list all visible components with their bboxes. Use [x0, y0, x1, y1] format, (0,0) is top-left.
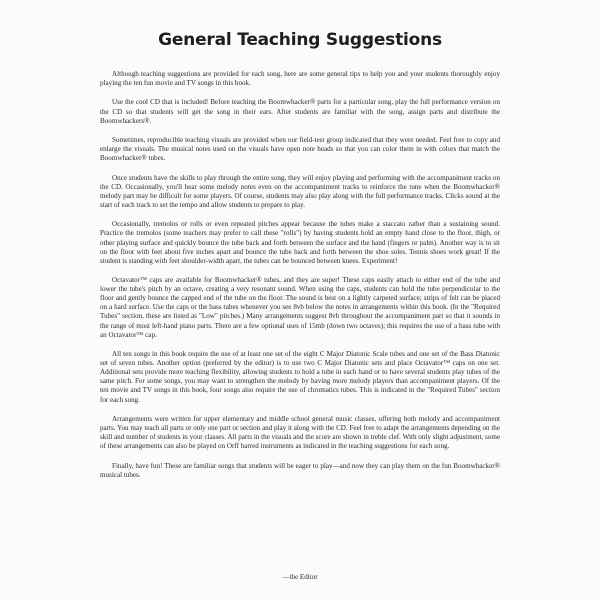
paragraph: Finally, have fun! These are familiar songs that students will be eager to play—and now they can play them on the fun Boomwhacker® musical tubes. [100, 461, 500, 479]
paragraph: Once students have the skills to play through the entire song, they will enjoy playing and performing with the accompaniment tracks on the CD. Occasionally, you'll hear some melody notes even on the accompaniment tracks to reinforce the tune when the Boomwhacker® melody part may be difficult for some players. Of course, students may also play along with the full performance tracks. Clicks sound at the start of each track to set the tempo and allow students to prepare to play. [100, 173, 500, 209]
body-text [100, 70, 500, 490]
page-title: General Teaching Suggestions [158, 30, 442, 50]
paragraph: Arrangements were written for upper elementary and middle school general music classes, offering both melody and accompaniment parts. You may teach all parts or only one part or section and play it along with the CD. Feel free to adapt the arrangements depending on the skill and number of students in your classes. All parts in the visuals and the score are shown in treble clef. With only slight adjustment, some of these arrangements can also be played on Orff barred instruments as indicated in the teaching suggestions for each song. [100, 414, 500, 451]
paragraph: Use the cool CD that is included! Before teaching the Boomwhacker® parts for a particular song, play the full performance version on the CD so that students will get the song in their ears. After students are familiar with the song, assign parts and distribute the Boomwhackers®. [100, 98, 500, 125]
paragraph: Sometimes, reproducible teaching visuals are provided when our field-test group indicated that they were needed. Feel free to copy and enlarge the visuals. The musical notes used on the visuals have open note heads so that you can color them in with colors that match the Boomwhacker® tubes. [100, 136, 500, 163]
editor-signature: —the Editor [282, 573, 318, 581]
paragraph: Occasionally, tremolos or rolls or even repeated pitches appear because the tubes make a staccato rather than a sustaining sound. Practice the tremolos (some teachers may prefer to call these "rolls") by having students hold an empty hand close to the floor, thigh, or other playing surface and quickly bounce the tube back and forth between the surface and the hand (fingers or palm). Another way is to sit on the floor with feet about five inches apart and bounce the tube back and forth between the shoe soles. Tennis shoes work great! If the student is standing with feet shoulder-width apart, the tubes can be bounced between knees. Experiment! [100, 220, 500, 265]
paragraph: All ten songs in this book require the use of at least one set of the eight C Major Diatonic Scale tubes and one set of the Bass Diatonic set of seven tubes. Another option (preferred by the editor) is to use two C Major Diatonic sets and place Octavator™ caps on one set. Additional sets provide more teaching flexibility, allowing students to hold a tube in each hand or to have several students play tubes of the same pitch. For some songs, you may want to strengthen the melody by having more melody players than accompaniment players. Of the ten movie and TV songs in this book, four songs also require the use of chromatics tubes. This is indicated in the "Required Tubes" section for each song. [100, 350, 500, 404]
paragraph: Octavator™ caps are available for Boomwhacker® tubes, and they are super! These caps easily attach to either end of the tube and lower the tube's pitch by an octave, creating a very resonant sound. When using the caps, students can hold the tube perpendicular to the floor and gently bounce the capped end of the tube on the floor. The sound is best on a lightly carpeted surface; strips of felt can be placed on a hard surface. Use the caps or the bass tubes whenever you see 8vb below the notes in arrangements within this book. (In the "Required Tubes" section, these are listed as "Low" pitches.) Many arrangements suggest 8vb throughout the accompaniment part so that it sounds in the range of most left-hand piano parts. There are a few optional uses of 15mb (down two octaves); this requires the use of a bass tube with an Octavator™ cap. [100, 276, 500, 339]
paragraph: Although teaching suggestions are provided for each song, here are some general tips to help you and your students thoroughly enjoy playing the ten fun movie and TV songs in this book. [100, 70, 500, 88]
